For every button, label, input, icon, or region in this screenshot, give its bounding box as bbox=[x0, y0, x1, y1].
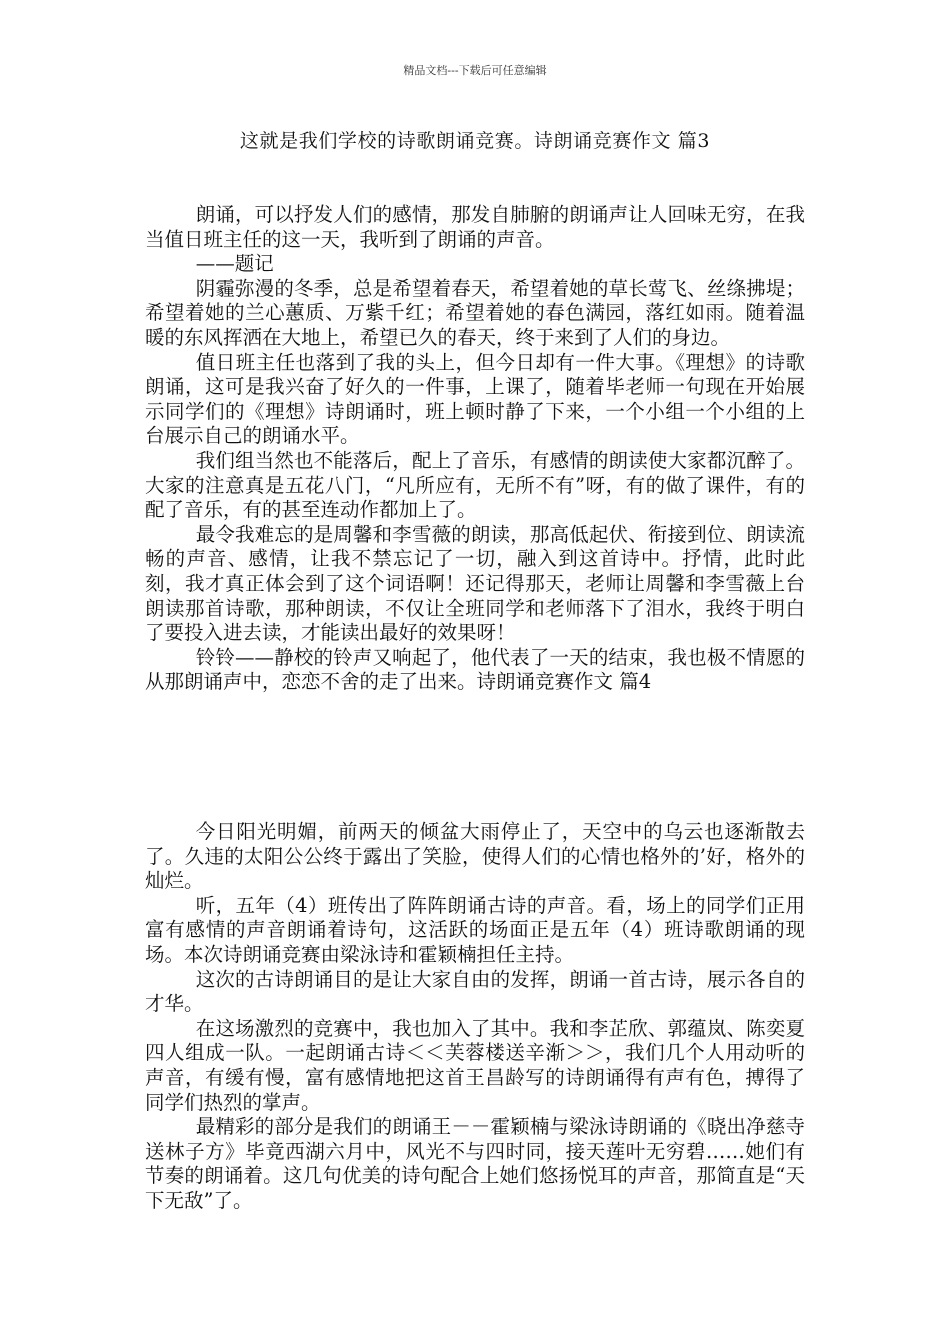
paragraph: 朗诵，可以抒发人们的感情，那发自肺腑的朗诵声让人回味无穷，在我当值日班主任的这一天，我听到了朗诵的声音。 bbox=[145, 203, 805, 251]
page-header: 精品文档---下载后可任意编辑 bbox=[403, 64, 547, 77]
paragraph: 值日班主任也落到了我的头上，但今日却有一件大事。《理想》的诗歌朗诵，这可是我兴奋了好久的一件事，上课了，随着毕老师一句现在开始展示同学们的《理想》诗朗诵时，班上顿时静了下来，一个小组一个小组的上台展示自己的朗诵水平。 bbox=[145, 350, 805, 448]
article-section-a bbox=[145, 203, 805, 695]
paragraph: 今日阳光明媚，前两天的倾盆大雨停止了，天空中的乌云也逐渐散去了。久违的太阳公公终于露出了笑脸，使得人们的心情也格外的’好，格外的灿烂。 bbox=[145, 820, 805, 893]
paragraph: 最精彩的部分是我们的朗诵王－－霍颖楠与梁泳诗朗诵的《晓出净慈寺送林子方》毕竟西湖六月中，风光不与四时同，接天莲叶无穷碧……她们有节奏的朗诵着。这几句优美的诗句配合上她们悠扬悦耳的声音，那简直是“天下无敌”了。 bbox=[145, 1115, 805, 1212]
article-title: 这就是我们学校的诗歌朗诵竞赛。诗朗诵竞赛作文 篇3 bbox=[239, 130, 711, 152]
paragraph: 在这场激烈的竞赛中，我也加入了其中。我和李芷欣、郭蕴岚、陈奕夏四人组成一队。一起朗诵古诗＜＜芙蓉楼送辛渐＞＞，我们几个人用动听的声音，有缓有慢，富有感情地把这首王昌龄写的诗朗诵得有声有色，搏得了同学们热烈的掌声。 bbox=[145, 1016, 805, 1114]
paragraph: 我们组当然也不能落后，配上了音乐，有感情的朗读使大家都沉醉了。大家的注意真是五花八门，“凡所应有，无所不有”呀，有的做了课件，有的配了音乐，有的甚至连动作都加上了。 bbox=[145, 448, 805, 522]
article-section-b bbox=[145, 820, 805, 1214]
paragraph: 听，五年（4）班传出了阵阵朗诵古诗的声音。看，场上的同学们正用富有感情的声音朗诵着诗句，这活跃的场面正是五年（4）班诗歌朗诵的现场。本次诗朗诵竞赛由梁泳诗和霍颖楠担任主持。 bbox=[145, 893, 805, 966]
paragraph: 铃铃——静校的铃声又响起了，他代表了一天的结束，我也极不情愿的从那朗诵声中，恋恋不舍的走了出来。诗朗诵竞赛作文 篇4 bbox=[145, 645, 805, 694]
epigraph-label: ——题记 bbox=[195, 252, 274, 276]
paragraph: 最令我难忘的是周馨和李雪薇的朗读，那高低起伏、衔接到位、朗读流畅的声音、感情，让我不禁忘记了一切，融入到这首诗中。抒情，此时此刻，我才真正体会到了这个词语啊！还记得那天，老师让周馨和李雪薇上台朗读那首诗歌，那种朗读，不仅让全班同学和老师落下了泪水，我终于明白了要投入进去读，才能读出最好的效果呀！ bbox=[145, 522, 805, 645]
paragraph: 阴霾弥漫的冬季，总是希望着春天，希望着她的草长莺飞、丝绦拂堤；希望着她的兰心蕙质、万紫千红；希望着她的春色满园，落红如雨。随着温暖的东风挥洒在大地上，希望已久的春天，终于来到了人们的身边。 bbox=[145, 276, 805, 349]
paragraph: 这次的古诗朗诵目的是让大家自由的发挥，朗诵一首古诗，展示各自的才华。 bbox=[145, 967, 805, 1016]
